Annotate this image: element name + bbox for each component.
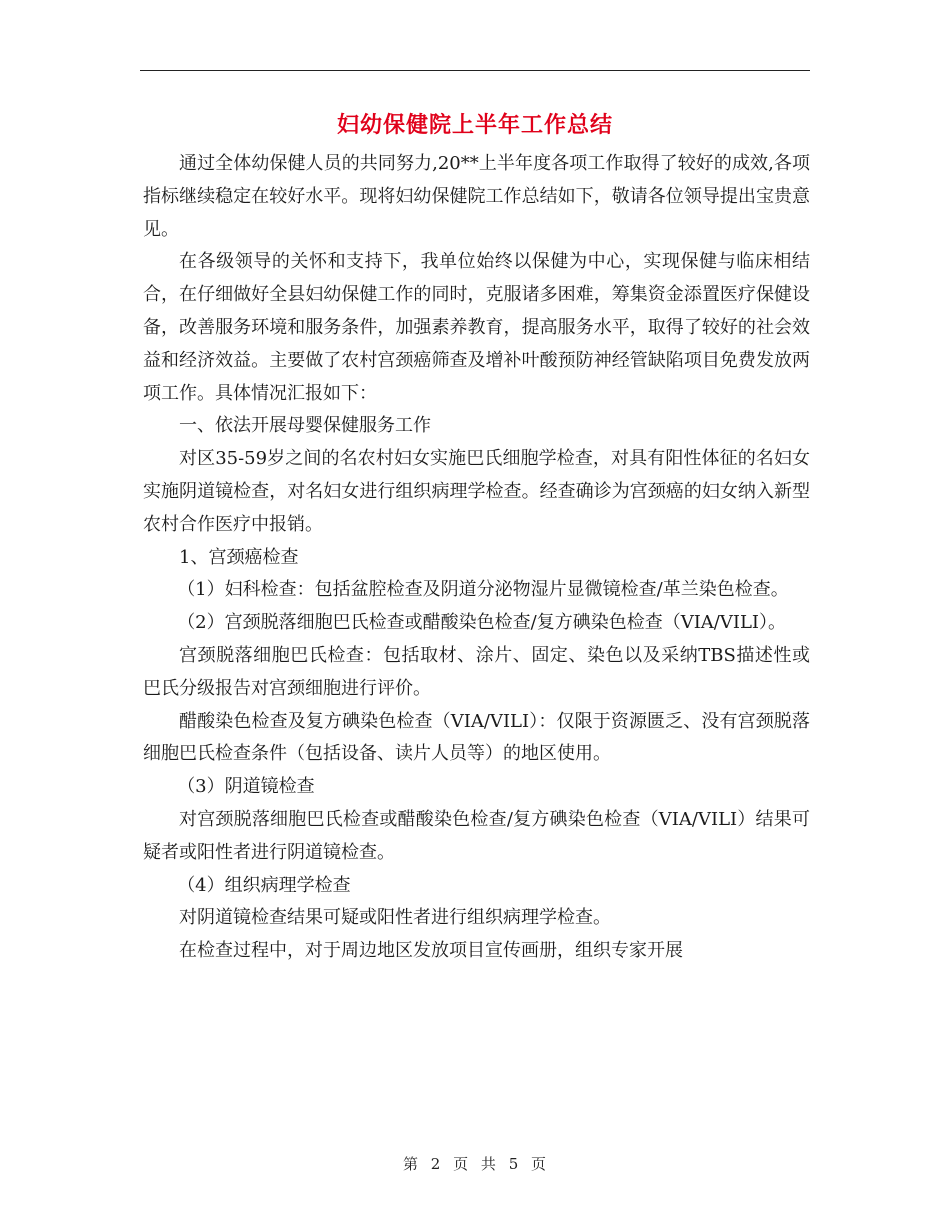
- paragraph-outreach: 在检查过程中，对于周边地区发放项目宣传画册，组织专家开展: [179, 940, 683, 962]
- footer-total-suffix: 页: [531, 1155, 548, 1173]
- item-cytology-exam: （2）宫颈脱落细胞巴氏检查或醋酸染色检查/复方碘染色检查（VIA/VILI）。: [177, 612, 787, 634]
- paragraph-intro: 通过全体幼保健人员的共同努力,20**上半年度各项工作取得了较好的成效,各项指标继续稳定在较好水平。现将妇幼保健院工作总结如下，敬请各位领导提出宝贵意见。: [143, 153, 810, 240]
- header-rule: [140, 70, 810, 71]
- page-footer: [0, 1153, 950, 1174]
- paragraph-colposcopy-detail: 对宫颈脱落细胞巴氏检查或醋酸染色检查/复方碘染色检查（VIA/VILI）结果可疑者或阳性者进行阴道镜检查。: [143, 808, 810, 863]
- item-pathology: （4）组织病理学检查: [177, 874, 351, 896]
- paragraph-via-detail: 醋酸染色检查及复方碘染色检查（VIA/VILI）：仅限于资源匮乏、没有宫颈脱落细胞巴氏检查条件（包括设备、读片人员等）的地区使用。: [143, 710, 810, 765]
- paragraph-pathology-detail: 对阴道镜检查结果可疑或阳性者进行组织病理学检查。: [179, 907, 611, 929]
- footer-total-prefix: 共: [480, 1155, 497, 1173]
- item-gyn-exam: （1）妇科检查：包括盆腔检查及阴道分泌物湿片显微镜检查/革兰染色检查。: [177, 579, 789, 601]
- paragraph-pap-detail: 宫颈脱落细胞巴氏检查：包括取材、涂片、固定、染色以及采纳TBS描述性或巴氏分级报告对宫颈细胞进行评价。: [143, 644, 810, 699]
- paragraph-overview: 在各级领导的关怀和支持下，我单位始终以保健为中心，实现保健与临床相结合，在仔细做好全县妇幼保健工作的同时，克服诸多困难，筹集资金添置医疗保健设备，改善服务环境和服务条件，加强素养教育，提高服务水平，取得了较好的社会效益和经济效益。主要做了农村宫颈癌筛查及增补叶酸预防神经管缺陷项目免费发放两项工作。具体情况汇报如下：: [143, 251, 810, 404]
- section-heading-1: 一、依法开展母婴保健服务工作: [179, 415, 431, 437]
- footer-prefix: 第: [402, 1155, 419, 1173]
- subheading-cervical-exam: 1、宫颈癌检查: [179, 546, 299, 568]
- paragraph-screening: 对区35-59岁之间的名农村妇女实施巴氏细胞学检查，对具有阳性体征的名妇女实施阴道镜检查，对名妇女进行组织病理学检查。经查确诊为宫颈癌的妇女纳入新型农村合作医疗中报销。: [143, 448, 810, 535]
- document-body: [143, 148, 810, 968]
- footer-page-word: 页: [453, 1155, 470, 1173]
- footer-current-page: 2: [430, 1155, 442, 1173]
- item-colposcopy: （3）阴道镜检查: [177, 776, 315, 798]
- footer-total-pages: 5: [508, 1155, 520, 1173]
- document-title: 妇幼保健院上半年工作总结: [336, 112, 613, 138]
